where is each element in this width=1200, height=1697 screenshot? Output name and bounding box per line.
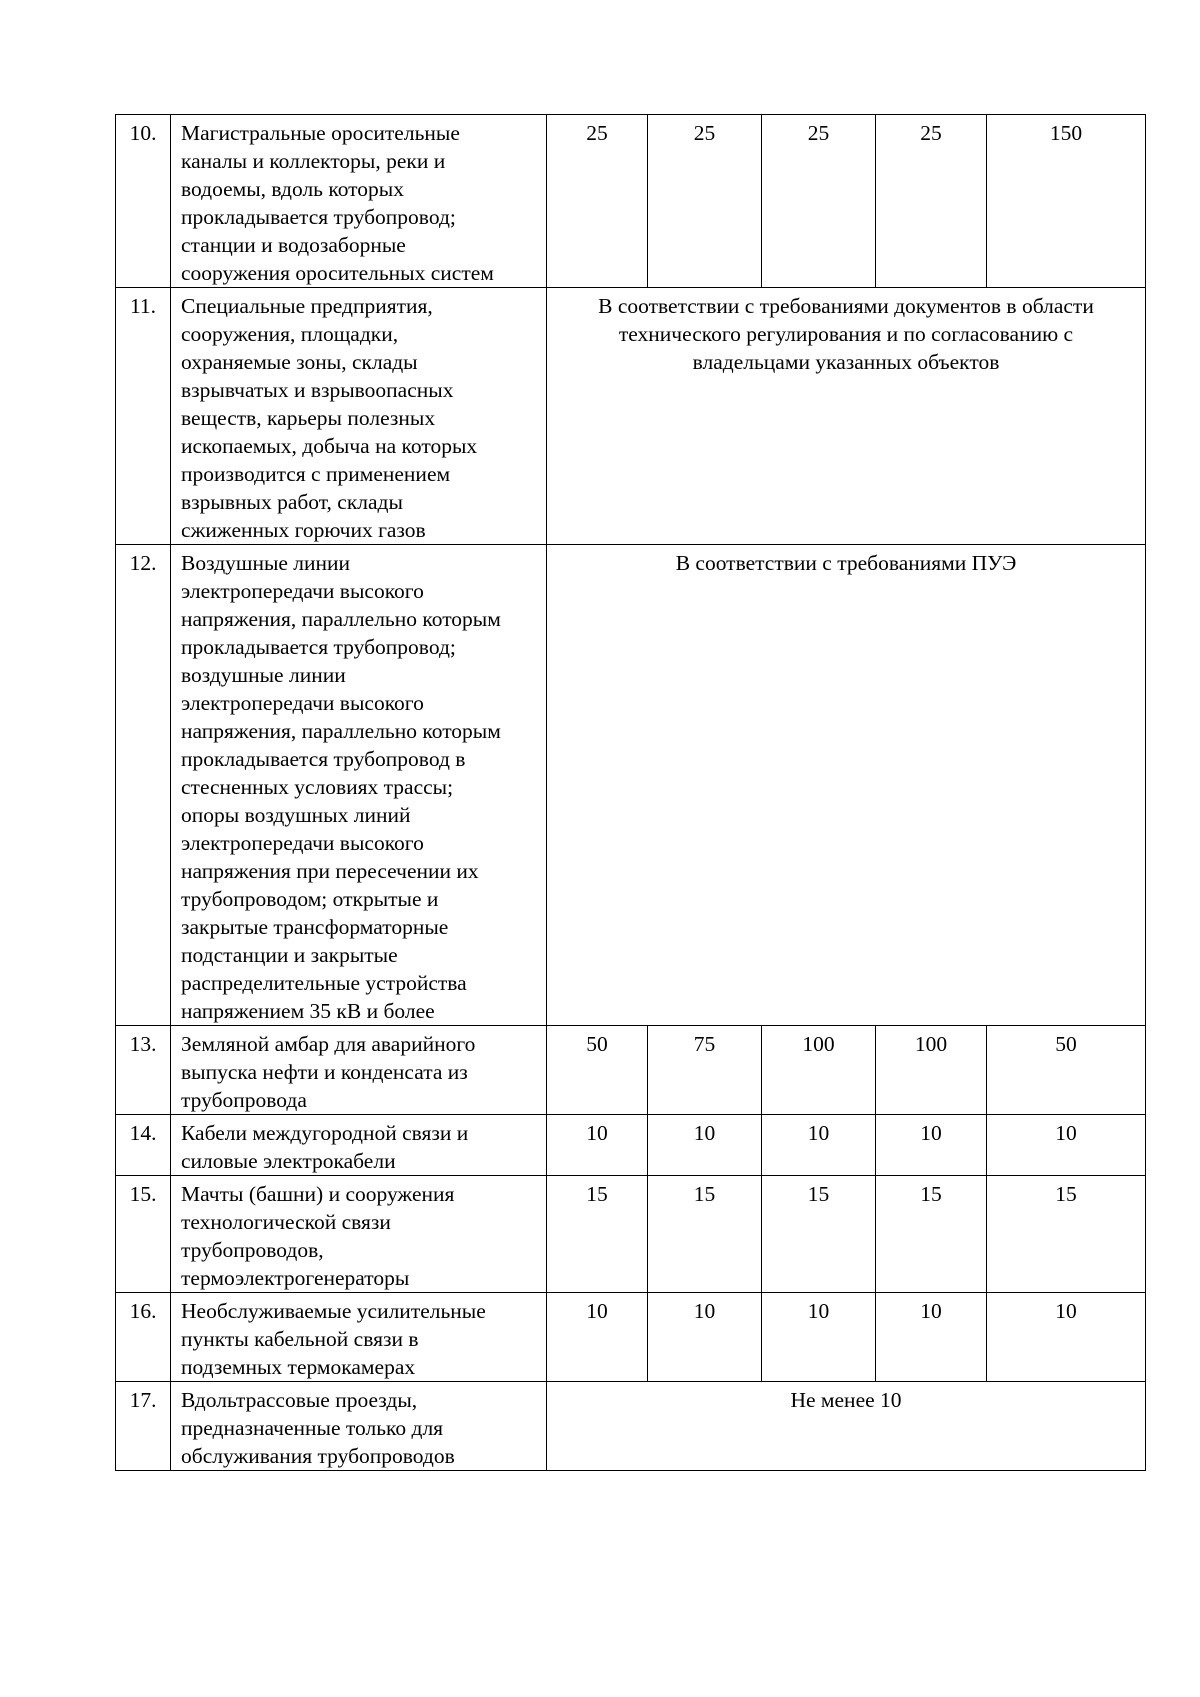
- description-line: опоры воздушных линий: [181, 803, 411, 827]
- distance-value-4: 100: [876, 1026, 987, 1115]
- description-line: охраняемые зоны, склады: [181, 350, 418, 374]
- description-line: прокладывается трубопровод;: [181, 205, 456, 229]
- distance-value-3: 15: [762, 1176, 876, 1293]
- object-description: [171, 1176, 547, 1293]
- description-line: напряжения при пересечении их: [181, 859, 479, 883]
- table-row: [116, 545, 1146, 1026]
- description-line: электропередачи высокого: [181, 579, 424, 603]
- object-description: [171, 1382, 547, 1471]
- distance-value-3: 25: [762, 115, 876, 288]
- distance-value-5: 10: [987, 1293, 1146, 1382]
- distance-value-2: 10: [648, 1115, 762, 1176]
- row-number: 14.: [116, 1115, 171, 1176]
- distance-value-5: 50: [987, 1026, 1146, 1115]
- description-line: прокладывается трубопровод;: [181, 635, 456, 659]
- table-body: [116, 115, 1146, 1471]
- description-line: сооружения, площадки,: [181, 322, 399, 346]
- distance-value-1: 15: [547, 1176, 648, 1293]
- object-description: [171, 1293, 547, 1382]
- distance-value-4: 10: [876, 1293, 987, 1382]
- table-row: [116, 288, 1146, 545]
- table-row: [116, 1115, 1146, 1176]
- description-line: силовые электрокабели: [181, 1149, 396, 1173]
- description-line: ископаемых, добыча на которых: [181, 434, 478, 458]
- description-line: электропередачи высокого: [181, 691, 424, 715]
- description-line: производится с применением: [181, 462, 451, 486]
- distance-value-2: 15: [648, 1176, 762, 1293]
- description-line: подстанции и закрытые: [181, 943, 398, 967]
- description-line: Земляной амбар для аварийного: [181, 1032, 476, 1056]
- description-line: станции и водозаборные: [181, 233, 406, 257]
- description-line: электропередачи высокого: [181, 831, 424, 855]
- table-row: [116, 115, 1146, 288]
- row-number: 13.: [116, 1026, 171, 1115]
- merged-requirement-cell: [547, 1382, 1146, 1471]
- description-line: трубопроводом; открытые и: [181, 887, 439, 911]
- row-number: 12.: [116, 545, 171, 1026]
- distance-value-2: 75: [648, 1026, 762, 1115]
- object-description: [171, 545, 547, 1026]
- description-line: Магистральные оросительные: [181, 121, 460, 145]
- requirement-line: Не менее 10: [790, 1388, 902, 1412]
- description-line: трубопровода: [181, 1088, 307, 1112]
- distance-value-3: 10: [762, 1115, 876, 1176]
- description-line: напряжения, параллельно которым: [181, 607, 501, 631]
- distance-value-4: 25: [876, 115, 987, 288]
- distance-value-5: 15: [987, 1176, 1146, 1293]
- description-line: взрывчатых и взрывоопасных: [181, 378, 454, 402]
- description-line: технологической связи: [181, 1210, 391, 1234]
- description-line: Мачты (башни) и сооружения: [181, 1182, 455, 1206]
- description-line: водоемы, вдоль которых: [181, 177, 404, 201]
- distance-value-3: 100: [762, 1026, 876, 1115]
- requirement-line: владельцами указанных объектов: [692, 350, 1000, 374]
- description-line: веществ, карьеры полезных: [181, 406, 436, 430]
- distance-value-4: 10: [876, 1115, 987, 1176]
- object-description: [171, 115, 547, 288]
- table-row: [116, 1293, 1146, 1382]
- description-line: сооружения оросительных систем: [181, 261, 494, 285]
- row-number: 16.: [116, 1293, 171, 1382]
- description-line: Воздушные линии: [181, 551, 351, 575]
- description-line: напряжения, параллельно которым: [181, 719, 501, 743]
- description-line: подземных термокамерах: [181, 1355, 416, 1379]
- distance-value-1: 10: [547, 1293, 648, 1382]
- distance-value-1: 10: [547, 1115, 648, 1176]
- requirement-line: технического регулирования и по согласованию с: [618, 322, 1074, 346]
- distance-value-2: 10: [648, 1293, 762, 1382]
- distance-value-2: 25: [648, 115, 762, 288]
- description-line: прокладывается трубопровод в: [181, 747, 466, 771]
- description-line: распределительные устройства: [181, 971, 467, 995]
- description-line: Вдольтрассовые проезды,: [181, 1388, 418, 1412]
- object-description: [171, 1026, 547, 1115]
- distance-value-3: 10: [762, 1293, 876, 1382]
- row-number: 15.: [116, 1176, 171, 1293]
- table-row: [116, 1382, 1146, 1471]
- description-line: выпуска нефти и конденсата из: [181, 1060, 468, 1084]
- description-line: каналы и коллекторы, реки и: [181, 149, 446, 173]
- object-description: [171, 1115, 547, 1176]
- description-line: сжиженных горючих газов: [181, 518, 426, 542]
- description-line: термоэлектрогенераторы: [181, 1266, 410, 1290]
- distance-value-4: 15: [876, 1176, 987, 1293]
- distance-value-1: 25: [547, 115, 648, 288]
- row-number: 11.: [116, 288, 171, 545]
- description-line: Специальные предприятия,: [181, 294, 433, 318]
- distance-value-5: 150: [987, 115, 1146, 288]
- description-line: Кабели междугородной связи и: [181, 1121, 469, 1145]
- description-line: предназначенные только для: [181, 1416, 444, 1440]
- distance-value-1: 50: [547, 1026, 648, 1115]
- table-row: [116, 1176, 1146, 1293]
- requirement-line: В соответствии с требованиями документов в области: [598, 294, 1094, 318]
- object-description: [171, 288, 547, 545]
- requirement-line: В соответствии с требованиями ПУЭ: [675, 551, 1017, 575]
- description-line: напряжением 35 кВ и более: [181, 999, 435, 1023]
- description-line: закрытые трансформаторные: [181, 915, 449, 939]
- description-line: трубопроводов,: [181, 1238, 324, 1262]
- description-line: Необслуживаемые усилительные: [181, 1299, 486, 1323]
- distance-table: [115, 114, 1146, 1471]
- description-line: воздушные линии: [181, 663, 346, 687]
- description-line: обслуживания трубопроводов: [181, 1444, 455, 1468]
- row-number: 17.: [116, 1382, 171, 1471]
- distance-value-5: 10: [987, 1115, 1146, 1176]
- description-line: пункты кабельной связи в: [181, 1327, 419, 1351]
- merged-requirement-cell: [547, 288, 1146, 545]
- row-number: 10.: [116, 115, 171, 288]
- description-line: стесненных условиях трассы;: [181, 775, 454, 799]
- merged-requirement-cell: [547, 545, 1146, 1026]
- table-row: [116, 1026, 1146, 1115]
- description-line: взрывных работ, склады: [181, 490, 403, 514]
